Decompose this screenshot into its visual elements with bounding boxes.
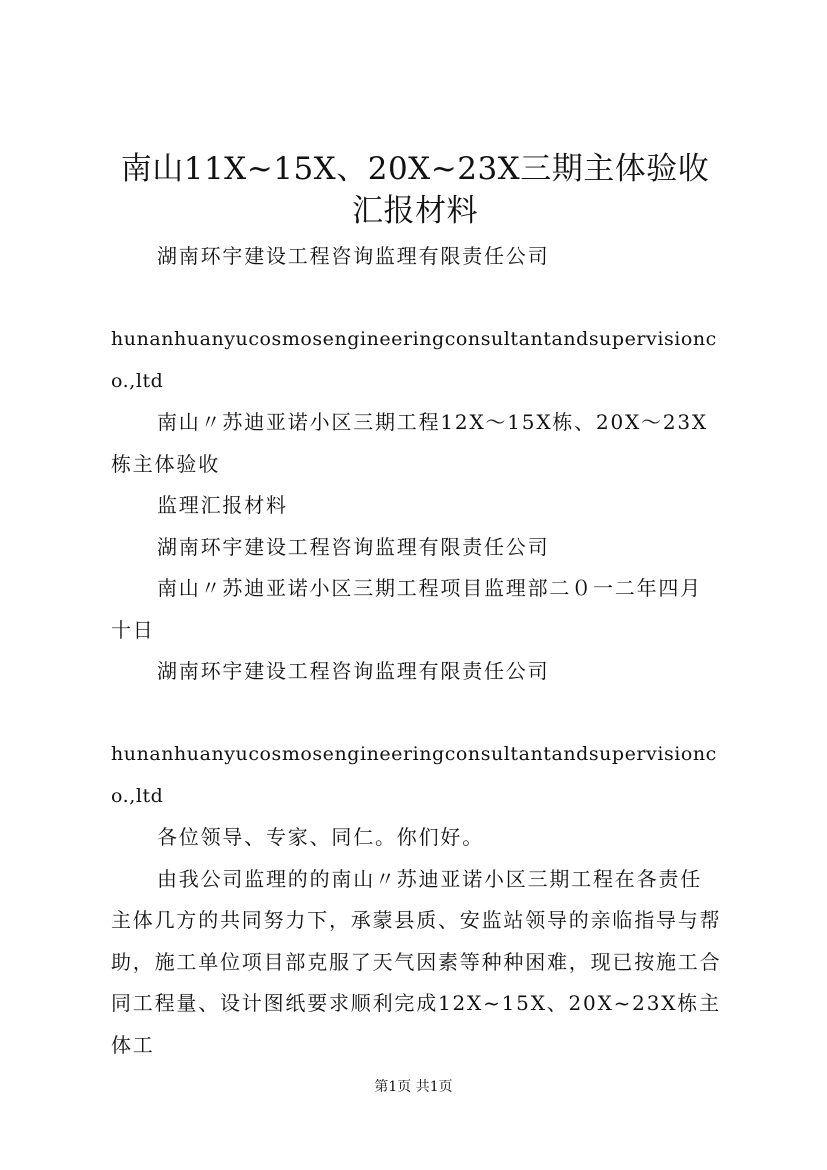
- document-title: 南山11X~15X、20X~23X三期主体验收汇报材料: [120, 151, 710, 229]
- project-name-paragraph: 南山〃苏迪亚诺小区三期工程12X～15X栋、20X～23X栋主体验收: [111, 410, 708, 476]
- paragraph-gap: [111, 693, 723, 735]
- report-type-paragraph: 监理汇报材料: [157, 493, 288, 517]
- paragraph-gap: [111, 278, 723, 320]
- page-footer: [0, 1077, 827, 1097]
- greeting-paragraph: 各位领导、专家、同仁。你们好。: [157, 825, 484, 849]
- project-department-date-paragraph: 南山〃苏迪亚诺小区三期工程项目监理部二０一二年四月十日: [111, 576, 702, 642]
- company-name-paragraph: 湖南环宇建设工程咨询监理有限责任公司: [157, 534, 550, 559]
- document-body: [111, 236, 723, 1066]
- company-name-paragraph: 湖南环宇建设工程咨询监理有限责任公司: [157, 659, 550, 683]
- company-name-paragraph: 湖南环宇建设工程咨询监理有限责任公司: [157, 244, 550, 268]
- company-english-name-paragraph: hunanhuanyucosmosengineeringconsultantandsupervisionco.,ltd: [111, 328, 717, 392]
- report-body-paragraph: 由我公司监理的的南山〃苏迪亚诺小区三期工程在各责任主体几方的共同努力下，承蒙县质、安监站领导的亲临指导与帮助，施工单位项目部克服了天气因素等种种困难，现已按施工合同工程量、设计图纸要求顺利完成12X~15X、20X~23X栋主体工: [111, 866, 722, 1057]
- company-english-name-paragraph: hunanhuanyucosmosengineeringconsultantandsupervisionco.,ltd: [111, 743, 717, 807]
- page-number: 第1页 共1页: [374, 1079, 453, 1095]
